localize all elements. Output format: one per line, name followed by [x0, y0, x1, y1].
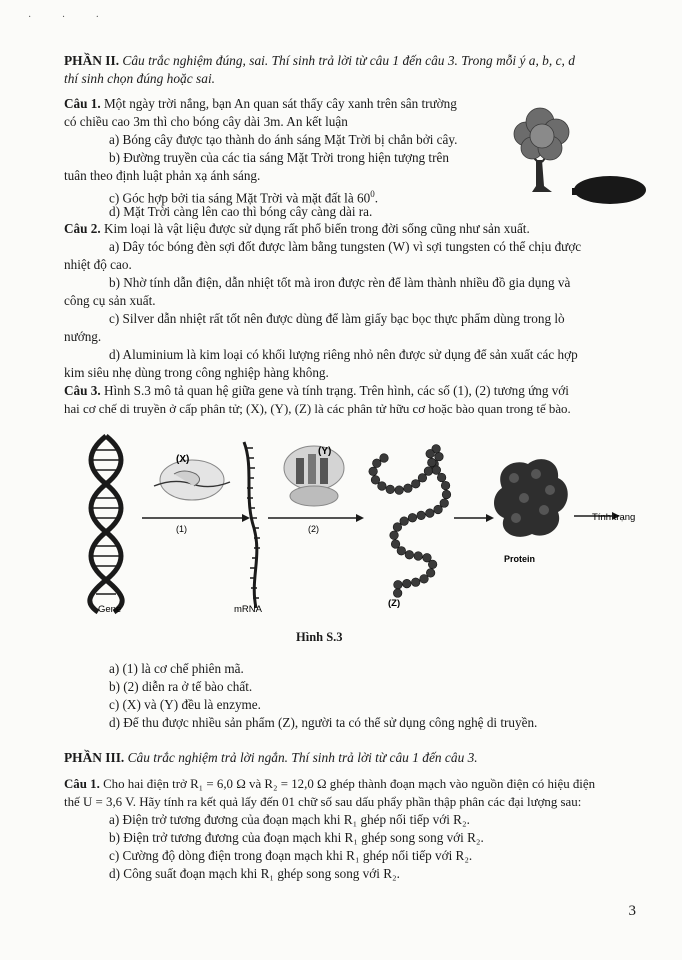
dna-helix: [90, 436, 122, 612]
amino-acid-bead: [428, 560, 437, 569]
q2-option-c-1: c) Silver dẫn nhiệt rất tốt nên được dùng để làm giấy bạc bọc thực phẩm dùng trong lò: [109, 311, 565, 326]
amino-acid-bead: [426, 509, 435, 518]
q3-stem-1: Câu 3. Hình S.3 mô tả quan hệ giữa gene và tính trạng. Trên hình, các số (1), (2) tương ứng với: [64, 383, 569, 398]
amino-acid-bead: [440, 499, 449, 508]
label-y: (Y): [318, 446, 332, 457]
label-x: (X): [176, 454, 190, 465]
q2-option-d-2: kim siêu nhẹ dùng trong công nghiệp hàng không.: [64, 365, 329, 380]
amino-acid-bead: [427, 458, 436, 467]
tree-shadow-illustration: [512, 104, 652, 208]
part2-header: [64, 52, 644, 70]
figure-s3-gene-expression: [84, 428, 654, 618]
degree-sup: 0: [370, 189, 375, 199]
q2-label: Câu 2.: [64, 221, 101, 236]
amino-acid-bead: [403, 579, 412, 588]
q1-stem-1: Câu 1. Một ngày trời nắng, bạn An quan sát thấy cây xanh trên sân trường: [64, 96, 457, 111]
amino-acid-bead: [426, 449, 435, 458]
amino-acid-bead: [393, 589, 402, 598]
amino-acid-bead: [400, 517, 409, 526]
figure-caption: Hình S.3: [296, 630, 343, 644]
amino-acid-bead: [378, 482, 387, 491]
p3q1-option-c: c) Cường độ dòng điện trong đoạn mạch khi R₁ ghép nối tiếp với R₂.: [109, 848, 473, 863]
q2-option-c-2: nướng.: [64, 329, 102, 344]
q2-option-a-1: a) Dây tóc bóng đèn sợi đốt được làm bằng tungsten (W) vì sợi tungsten có thể chịu được: [109, 239, 582, 254]
amino-acid-bead: [408, 513, 417, 522]
amino-acid-bead: [391, 540, 400, 549]
amino-acid-bead: [380, 454, 389, 463]
q3-label: Câu 3.: [64, 383, 101, 398]
protein-blob: [494, 459, 568, 537]
amino-acid-bead: [426, 569, 435, 578]
q1-label: Câu 1.: [64, 96, 101, 111]
label-step-2: (2): [308, 524, 319, 534]
amino-acid-bead: [418, 474, 427, 483]
tree-trunk: [532, 160, 552, 192]
label-mrna: mRNA: [234, 604, 262, 615]
p3q1-option-a: a) Điện trở tương đương của đoạn mạch khi R₁ ghép nối tiếp với R₂.: [109, 812, 470, 827]
amino-acid-bead: [432, 466, 441, 475]
amino-acid-beads: [369, 445, 451, 598]
mrna-strand: [244, 442, 260, 608]
q3-option-b: b) (2) diễn ra ở tế bào chất.: [109, 679, 253, 694]
amino-acid-bead: [369, 467, 378, 476]
q3-stem-2: hai cơ chế di truyền ở cấp phân tử; (X), (Y), (Z) là các phân tử hữu cơ hoặc bào quan trong tế bào.: [64, 402, 571, 416]
label-z: (Z): [388, 598, 401, 609]
amino-acid-bead: [372, 459, 381, 468]
amino-acid-bead: [435, 452, 444, 461]
q2-stem: Câu 2. Kim loại là vật liệu được sử dụng rất phổ biến trong đời sống cũng như sản xuất.: [64, 221, 530, 236]
q3-option-d: d) Để thu được nhiều sản phẩm (Z), người ta có thể sử dụng công nghệ di truyền.: [109, 715, 538, 730]
label-gene: Gene: [98, 604, 122, 615]
q2-option-a-2: nhiệt độ cao.: [64, 257, 132, 272]
amino-acid-bead: [404, 484, 413, 493]
amino-acid-bead: [442, 490, 451, 499]
p3q1-stem-1: Câu 1. Cho hai điện trở R₁ = 6,0 Ω và R₂ = 12,0 Ω ghép thành đoạn mạch vào nguồn điện có hiệu điện: [64, 777, 596, 791]
amino-acid-bead: [411, 578, 420, 587]
part2-title: PHẦN II.: [64, 53, 120, 68]
amino-acid-bead: [417, 511, 426, 520]
amino-acid-bead: [420, 575, 429, 584]
q2-option-b-1: b) Nhờ tính dẫn điện, dẫn nhiệt tốt mà iron được rèn để làm thành nhiều đồ gia dụng và: [109, 275, 571, 290]
part2-instruction-2: thí sinh chọn đúng hoặc sai.: [64, 71, 216, 86]
amino-acid-bead: [386, 485, 395, 494]
amino-acid-bead: [437, 473, 446, 482]
amino-acid-bead: [424, 467, 433, 476]
corner-marks: · · ·: [28, 12, 113, 23]
amino-acid-bead: [397, 547, 406, 556]
p3q1-label: Câu 1.: [64, 777, 100, 791]
part3-title: PHẦN III.: [64, 750, 125, 765]
amino-acid-bead: [441, 481, 450, 490]
q2-option-d-1: d) Aluminium là kim loại có khối lượng riêng nhỏ nên được sử dụng để sản xuất các hợp: [109, 347, 578, 362]
amino-acid-bead: [434, 505, 443, 514]
amino-acid-bead: [414, 552, 423, 561]
amino-acid-bead: [371, 476, 380, 485]
q3-option-c: c) (X) và (Y) đều là enzyme.: [109, 697, 261, 712]
q1-option-a: a) Bóng cây được tạo thành do ánh sáng Mặt Trời bị chắn bởi cây.: [109, 132, 458, 147]
amino-acid-bead: [390, 531, 399, 540]
part3-header: [64, 749, 478, 767]
molecule-x-enzyme: [154, 460, 230, 500]
tree-canopy: [514, 108, 569, 160]
label-protein: Protein: [504, 554, 536, 564]
label-step-1: (1): [176, 524, 187, 534]
amino-acid-bead: [393, 523, 402, 532]
p3q1-option-d: d) Công suất đoạn mạch khi R₁ ghép song song với R₂.: [109, 866, 400, 881]
part2-instruction-1: Câu trắc nghiệm đúng, sai. Thí sinh trả lời từ câu 1 đến câu 3. Trong mỗi ý a, b, c, d: [122, 53, 575, 68]
p3q1-option-b: b) Điện trở tương đương của đoạn mạch khi R₁ ghép song song với R₂.: [109, 830, 484, 845]
part3-instruction: Câu trắc nghiệm trả lời ngắn. Thí sinh trả lời từ câu 1 đến câu 3.: [127, 750, 478, 765]
amino-acid-bead: [394, 580, 403, 589]
q1-option-b-1: b) Đường truyền của các tia sáng Mặt Trời trong hiện tượng trên: [109, 150, 449, 165]
q2-option-b-2: công cụ sản xuất.: [64, 293, 156, 308]
q1-option-d: d) Mặt Trời càng lên cao thì bóng cây càng dài ra.: [109, 204, 373, 219]
amino-acid-bead: [405, 550, 414, 559]
molecule-y-ribosome: [284, 446, 344, 506]
q1-option-c: c) Góc hợp bởi tia sáng Mặt Trời và mặt đất là $60^0$.: [109, 189, 378, 206]
label-trait: Tính trạng: [592, 512, 636, 523]
amino-acid-bead: [395, 486, 404, 495]
p3q1-stem-2: thế U = 3,6 V. Hãy tính ra kết quả lấy đến 01 chữ số sau dấu phẩy phần thập phân các đại lượng sau:: [64, 795, 582, 809]
q3-option-a: a) (1) là cơ chế phiên mã.: [109, 661, 244, 676]
q1-stem-2: có chiều cao 3m thì cho bóng cây dài 3m. An kết luận: [64, 114, 348, 129]
page-number: 3: [628, 903, 636, 919]
amino-acid-bead: [411, 480, 420, 489]
q1-option-b-2: tuân theo định luật phản xạ ánh sáng.: [64, 168, 261, 183]
